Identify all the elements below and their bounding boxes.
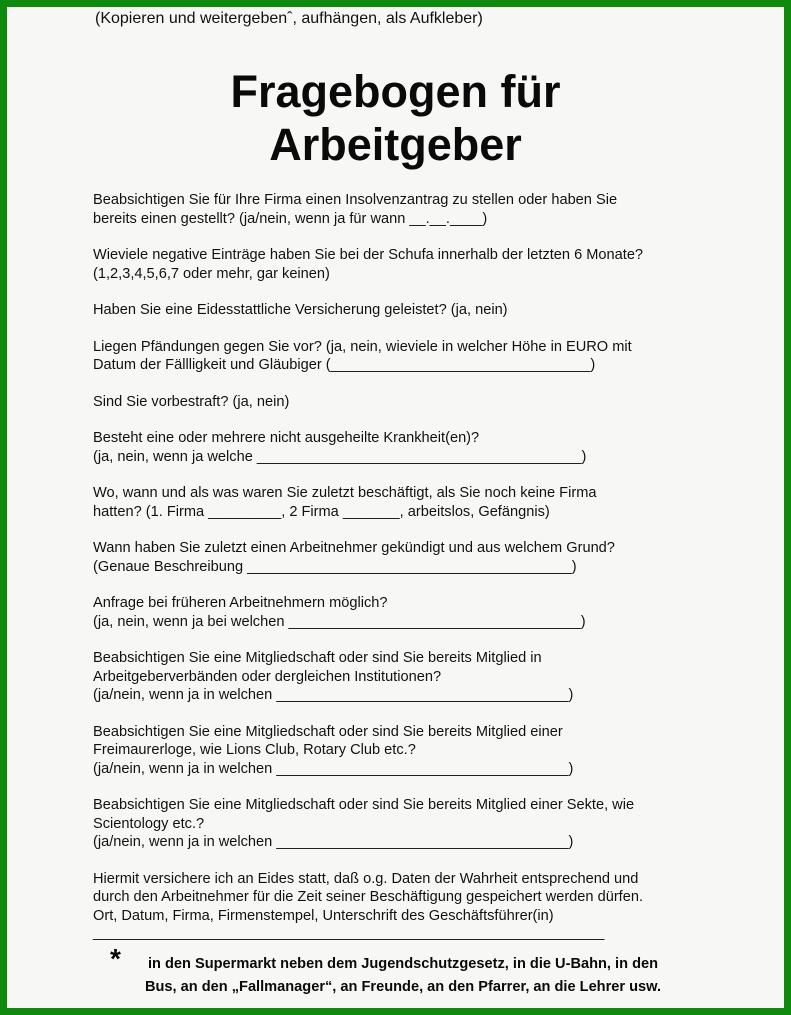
signature-line: _______________________________________________________________	[93, 925, 605, 941]
question-garnishment	[93, 338, 733, 375]
question-line: (Genaue Beschreibung ________________________________________)	[93, 558, 577, 575]
question-line: Wo, wann und als was waren Sie zuletzt beschäftigt, als Sie noch keine Firma	[93, 485, 597, 501]
declaration	[93, 870, 733, 926]
question-employer-associations	[93, 649, 733, 705]
question-list	[93, 191, 733, 943]
question-line: Wann haben Sie zuletzt einen Arbeitnehmer gekündigt und aus welchem Grund?	[93, 540, 615, 556]
question-line: Scientology etc.?	[93, 815, 205, 832]
question-sect	[93, 796, 733, 852]
question-illness	[93, 429, 733, 466]
question-line: durch den Arbeitnehmer für die Zeit seiner Beschäftigung gespeichert werden dürfen.	[93, 889, 644, 905]
question-line: (ja/nein, wenn ja in welchen ____________________________________)	[93, 760, 574, 777]
question-line: Haben Sie eine Eidesstattliche Versicherung geleistet? (ja, nein)	[93, 302, 508, 318]
question-line: Wieviele negative Einträge haben Sie bei der Schufa innerhalb der letzten 6 Monate?	[93, 247, 644, 263]
page-title	[7, 65, 784, 171]
question-line: (1,2,3,4,5,6,7 oder mehr, gar keinen)	[93, 265, 330, 282]
question-line: Liegen Pfändungen gegen Sie vor? (ja, nein, wieviele in welcher Höhe in EURO mit	[93, 338, 632, 355]
question-line: Ort, Datum, Firma, Firmenstempel, Unterschrift des Geschäftsführer(in)	[93, 907, 554, 924]
question-line: Sind Sie vorbestraft? (ja, nein)	[93, 393, 290, 410]
question-line: Beabsichtigen Sie für Ihre Firma einen Insolvenzantrag zu stellen oder haben Sie	[93, 192, 618, 208]
subtitle: (Kopieren und weitergebenˆ, aufhängen, als Aufkleber)	[95, 10, 483, 27]
question-line: (ja, nein, wenn ja welche ________________________________________)	[93, 448, 587, 465]
footnote	[103, 953, 703, 999]
question-references	[93, 594, 733, 631]
question-employment	[93, 484, 733, 521]
questionnaire-page	[7, 7, 784, 1008]
question-criminal-record	[93, 393, 733, 412]
question-line: Freimaurerloge, wie Lions Club, Rotary Club etc.?	[93, 742, 416, 758]
title-line: Arbeitgeber	[269, 119, 522, 170]
asterisk-mark: *	[110, 943, 121, 974]
question-dismissal	[93, 539, 733, 576]
question-line: Beabsichtigen Sie eine Mitgliedschaft oder sind Sie bereits Mitglied einer Sekte, wie	[93, 797, 635, 813]
question-freemasons	[93, 723, 733, 779]
question-line: (ja/nein, wenn ja in welchen ____________________________________)	[93, 687, 574, 703]
question-insolvency	[93, 191, 733, 228]
question-line: Beabsichtigen Sie eine Mitgliedschaft oder sind Sie bereits Mitglied einer	[93, 723, 563, 740]
question-line: Beabsichtigen Sie eine Mitgliedschaft oder sind Sie bereits Mitglied in	[93, 650, 542, 666]
title-line: Fragebogen für	[230, 66, 561, 117]
question-line: Hiermit versichere ich an Eides statt, daß o.g. Daten der Wahrheit entsprechend und	[93, 870, 639, 887]
question-line: (ja, nein, wenn ja bei welchen ____________________________________)	[93, 613, 586, 630]
question-line: Datum der Fällligkeit und Gläubiger (________________________________)	[93, 357, 596, 373]
question-schufa	[93, 246, 733, 283]
question-line: Arbeitgeberverbänden oder dergleichen Institutionen?	[93, 668, 442, 685]
question-line: (ja/nein, wenn ja in welchen ____________________________________)	[93, 834, 574, 850]
question-affidavit	[93, 301, 733, 320]
footnote-line: in den Supermarkt neben dem Jugendschutzgesetz, in die U-Bahn, in den	[147, 956, 659, 972]
footnote-line: Bus, an den „Fallmanager“, an Freunde, an den Pfarrer, an die Lehrer usw.	[144, 979, 662, 995]
question-line: Anfrage bei früheren Arbeitnehmern möglich?	[93, 595, 388, 611]
question-line: Besteht eine oder mehrere nicht ausgeheilte Krankheit(en)?	[93, 430, 480, 446]
question-line: bereits einen gestellt? (ja/nein, wenn ja für wann __.__.____)	[93, 210, 488, 227]
question-line: hatten? (1. Firma _________, 2 Firma _______, arbeitslos, Gefängnis)	[93, 503, 550, 520]
